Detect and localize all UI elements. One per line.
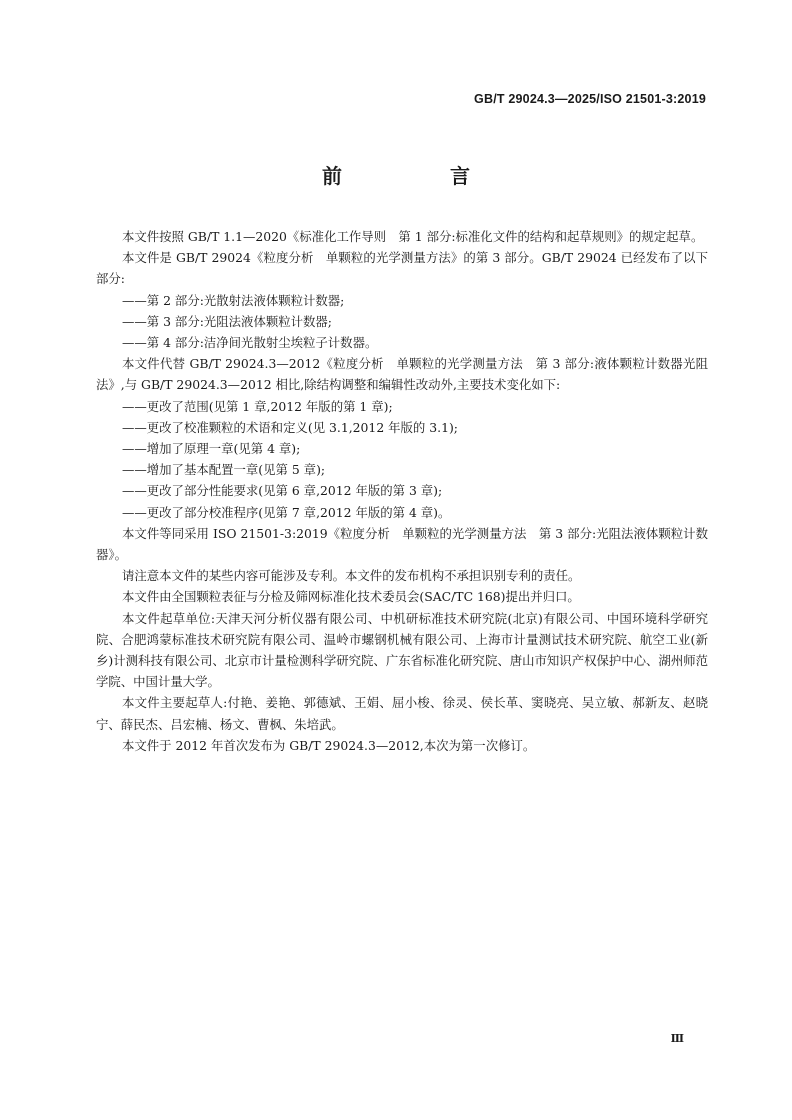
list-item: ——更改了校准颗粒的术语和定义(见 3.1,2012 年版的 3.1); xyxy=(122,419,458,435)
paragraph: 本文件主要起草人:付艳、姜艳、郭德斌、王娟、屈小梭、徐灵、侯长革、窦晓亮、吴立敏、郝新友、赵晓宁、薛民杰、吕宏楠、杨文、曹枫、朱培武。 xyxy=(96,695,708,732)
paragraph: 本文件于 2012 年首次发布为 GB/T 29024.3—2012,本次为第一次修订。 xyxy=(122,737,536,753)
standard-code: GB/T 29024.3—2025/ISO 21501-3:2019 xyxy=(474,92,706,106)
list-item: ——第 3 部分:光阻法液体颗粒计数器; xyxy=(122,313,332,329)
page-number: Ⅲ xyxy=(670,1032,684,1045)
paragraph: 请注意本文件的某些内容可能涉及专利。本文件的发布机构不承担识别专利的责任。 xyxy=(122,568,581,584)
paragraph: 本文件等同采用 ISO 21501-3:2019《粒度分析 单颗粒的光学测量方法 第 3 部分:光阻法液体颗粒计数器》。 xyxy=(96,525,708,563)
list-item: ——更改了范围(见第 1 章,2012 年版的第 1 章); xyxy=(122,398,393,414)
list-item: ——第 4 部分:洁净间光散射尘埃粒子计数器。 xyxy=(122,335,378,351)
list-item: ——增加了基本配置一章(见第 5 章); xyxy=(122,462,326,478)
paragraph: 本文件按照 GB/T 1.1—2020《标准化工作导则 第 1 部分:标准化文件的结构和起草规则》的规定起草。 xyxy=(122,229,704,244)
list-item: ——更改了部分性能要求(见第 6 章,2012 年版的第 3 章); xyxy=(122,483,443,499)
list-item: ——第 2 部分:光散射法液体颗粒计数器; xyxy=(122,292,345,308)
paragraph: 本文件是 GB/T 29024《粒度分析 单颗粒的光学测量方法》的第 3 部分。GB/T 29024 已经发布了以下部分: xyxy=(96,250,708,287)
foreword-body xyxy=(96,226,708,756)
paragraph: 本文件起草单位:天津天河分析仪器有限公司、中机研标准技术研究院(北京)有限公司、中国环境科学研究院、合肥鸿蒙标准技术研究院有限公司、温岭市螺钢机械有限公司、上海市计量测试技术研究院、航空工业(新乡)计测科技有限公司、北京市计量检测科学研究院、广东省标准化研究院、唐山市知识产权保护中心、湖州师范学院、中国计量大学。 xyxy=(96,610,708,690)
list-item: ——更改了部分校准程序(见第 7 章,2012 年版的第 4 章)。 xyxy=(122,504,451,520)
list-item: ——增加了原理一章(见第 4 章); xyxy=(122,441,301,457)
page-title: 前 言 xyxy=(322,164,514,188)
paragraph: 本文件由全国颗粒表征与分检及筛网标准化技术委员会(SAC/TC 168)提出并归口。 xyxy=(122,589,580,605)
paragraph: 本文件代替 GB/T 29024.3—2012《粒度分析 单颗粒的光学测量方法 第 3 部分:液体颗粒计数器光阻法》,与 GB/T 29024.3—2012 相比,除结构调整和编辑性改动外,主要技术变化如下: xyxy=(96,356,708,393)
